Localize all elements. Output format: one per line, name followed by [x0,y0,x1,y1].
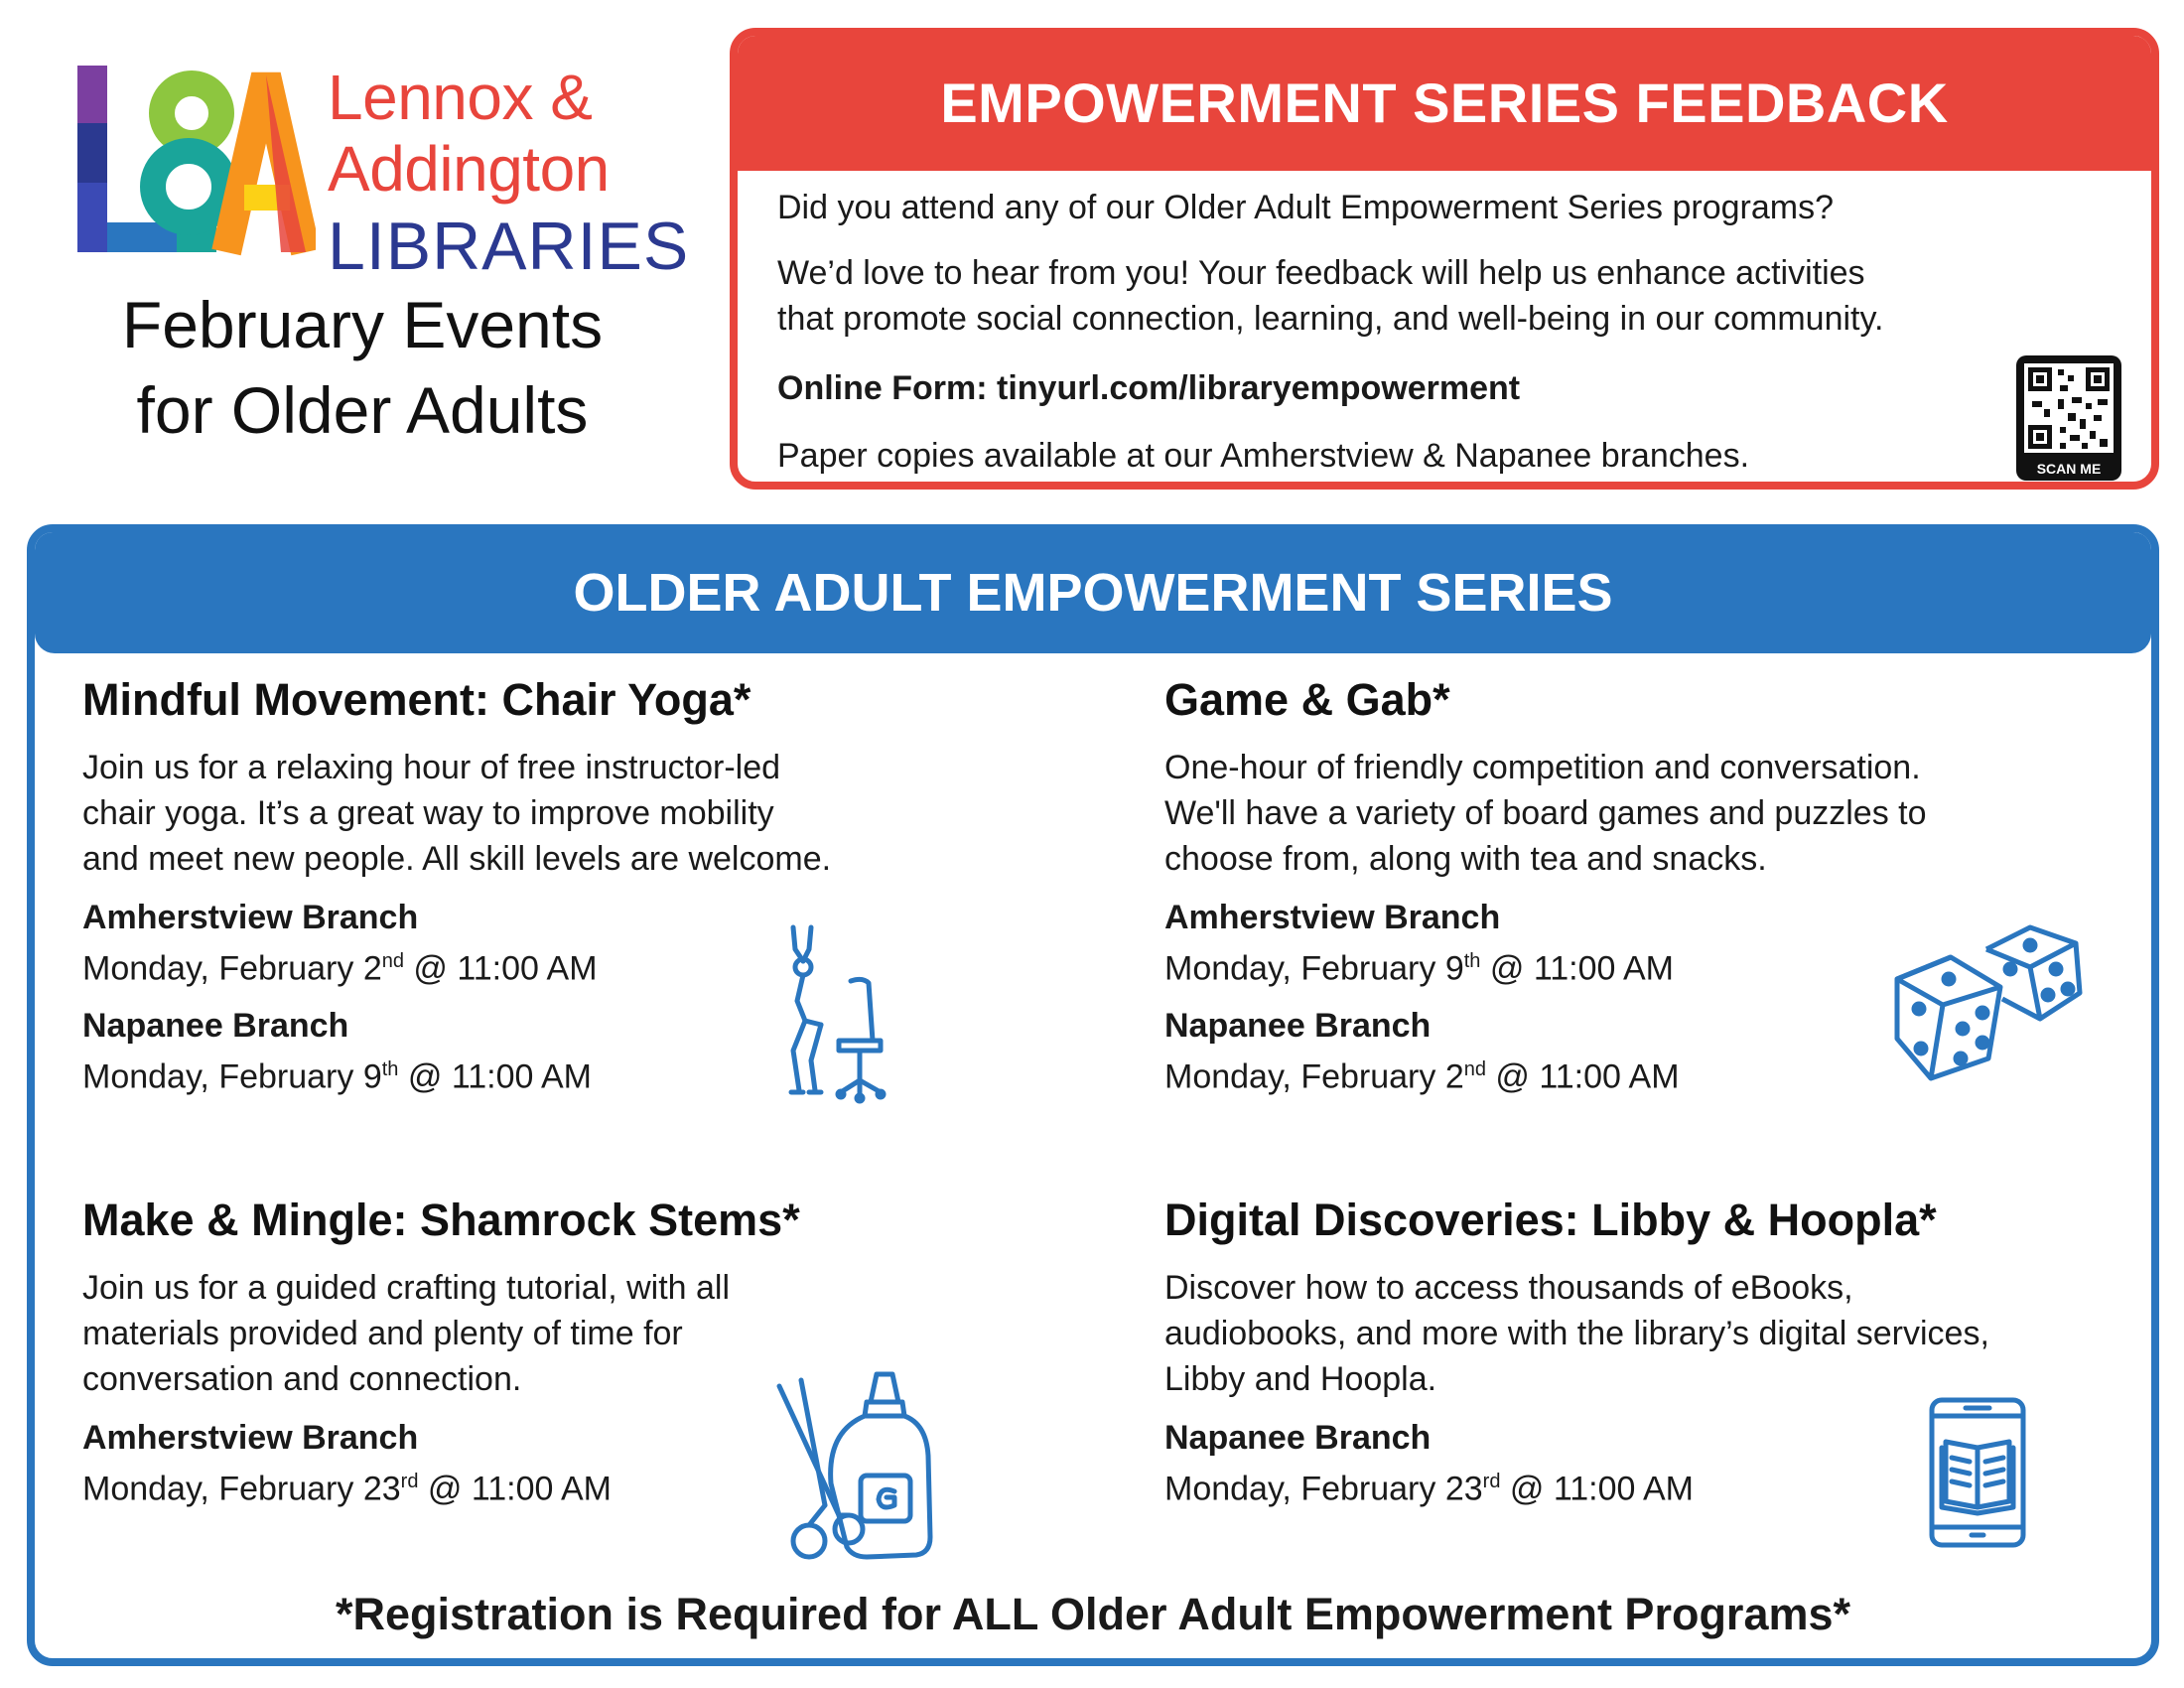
description-line: and meet new people. All skill levels are welcome. [82,840,832,878]
registration-note: *Registration is Required for ALL Older Adult Empowerment Programs* [335,1589,1851,1639]
paper-copies-note: Paper copies available at our Amherstview & Napanee branches. [777,437,1750,475]
page-title-line2: for Older Adults [136,373,589,447]
series-heading: OLDER ADULT EMPOWERMENT SERIES [35,532,2151,653]
program-description [1164,745,2137,882]
session-branch: Amherstview Branch [82,1419,419,1457]
feedback-panel [730,28,2159,490]
description-line: Discover how to access thousands of eBooks, [1164,1269,1853,1307]
feedback-pitch [777,250,2147,342]
session-branch: Napanee Branch [82,1007,349,1046]
feedback-pitch-line1: We’d love to hear from you! Your feedback will help us enhance activities [777,254,1865,292]
description-line: materials provided and plenty of time for [82,1315,683,1352]
session-branch: Napanee Branch [1164,1007,1432,1046]
page-title [69,282,655,453]
qr-code-pattern [2024,363,2114,453]
session-branch: Napanee Branch [1164,1419,1432,1457]
program-title: Make & Mingle: Shamrock Stems* [82,1195,800,1245]
description-line: chair yoga. It’s a great way to improve mobility [82,794,774,832]
description-line: One-hour of friendly competition and conversation. [1164,749,1921,786]
program-description [1164,1265,2137,1402]
program-title: Mindful Movement: Chair Yoga* [82,674,751,725]
qr-scan-label: SCAN ME [2036,461,2102,477]
page-title-line1: February Events [121,288,604,361]
program-title: Game & Gab* [1164,674,1450,725]
session-date: Monday, February 2nd @ 11:00 AM [82,949,598,988]
chair-yoga-icon [781,921,910,1110]
program-title: Digital Discoveries: Libby & Hoopla* [1164,1195,1937,1245]
feedback-question: Did you attend any of our Older Adult Empowerment Series programs? [777,189,1834,226]
description-line: audiobooks, and more with the library’s digital services, [1164,1315,1989,1352]
description-line: Libby and Hoopla. [1164,1360,1437,1398]
description-line: choose from, along with tea and snacks. [1164,840,1767,878]
description-line: conversation and connection. [82,1360,522,1398]
dice-icon [1891,910,2090,1088]
session-date: Monday, February 2nd @ 11:00 AM [1164,1057,1680,1096]
feedback-heading: EMPOWERMENT SERIES FEEDBACK [738,36,2151,171]
lna-logo-mark-icon [77,66,316,259]
description-line: Join us for a relaxing hour of free instructor-led [82,749,781,786]
program-description [82,745,1075,882]
session-date: Monday, February 9th @ 11:00 AM [82,1057,592,1096]
feedback-pitch-line2: that promote social connection, learning, and well-being in our community. [777,300,1884,338]
series-panel [27,524,2159,1666]
scissors-glue-icon [750,1366,958,1565]
tablet-ebook-icon [1926,1396,2035,1550]
description-line: We'll have a variety of board games and puzzles to [1164,794,1927,832]
session-date: Monday, February 23rd @ 11:00 AM [1164,1470,1694,1508]
logo-line-addington: Addington [328,133,610,205]
qr-code-icon[interactable] [2016,355,2121,481]
logo-line-lennox: Lennox & [328,62,593,133]
session-branch: Amherstview Branch [82,899,419,936]
description-line: Join us for a guided crafting tutorial, with all [82,1269,731,1307]
session-date: Monday, February 23rd @ 11:00 AM [82,1470,612,1508]
library-logo [77,62,690,284]
program-chair-yoga [82,671,1075,1099]
logo-line-libraries: LIBRARIES [328,209,690,284]
online-form-link[interactable]: Online Form: tinyurl.com/libraryempowerment [777,369,1521,407]
session-branch: Amherstview Branch [1164,899,1501,936]
session-date: Monday, February 9th @ 11:00 AM [1164,949,1674,988]
